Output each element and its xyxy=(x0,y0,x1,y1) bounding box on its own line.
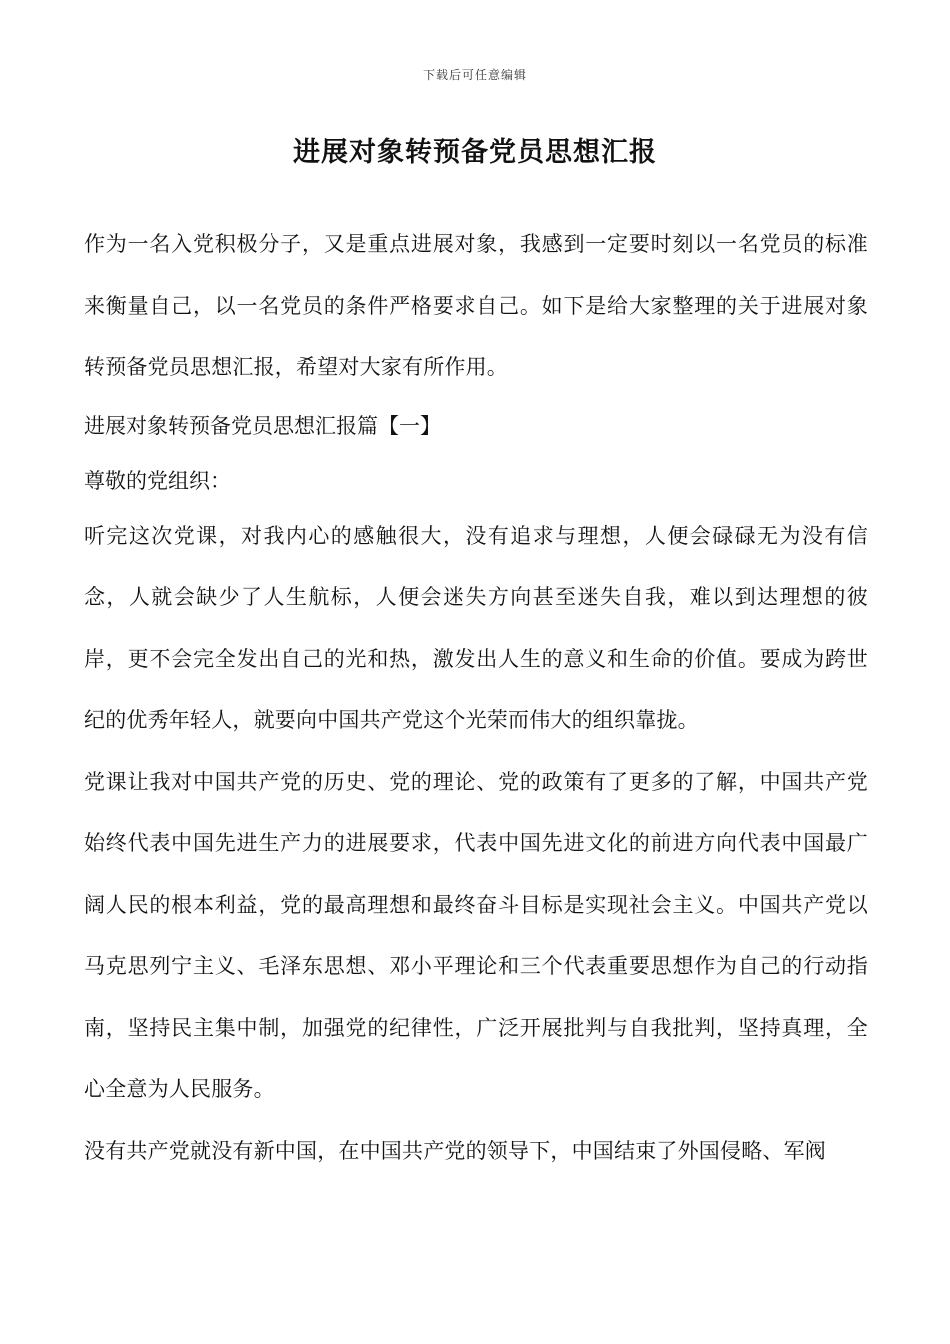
document-title: 进展对象转预备党员思想汇报 xyxy=(293,137,657,168)
body-paragraph: 党课让我对中国共产党的历史、党的理论、党的政策有了更多的了解，中国共产党始终代表中国先进生产力的进展要求，代表中国先进文化的前进方向代表中国最广阔人民的根本利益，党的最高理想和最终奋斗目标是实现社会主义。中国共产党以马克思列宁主义、毛泽东思想、邓小平理论和三个代表重要思想作为自己的行动指南，坚持民主集中制，加强党的纪律性，广泛开展批判与自我批判，坚持真理，全心全意为人民服务。 xyxy=(84,769,868,1101)
section-heading: 进展对象转预备党员思想汇报篇【一】 xyxy=(84,413,441,438)
header-note: 下载后可任意编辑 xyxy=(422,68,527,82)
document-body xyxy=(84,214,868,1182)
body-paragraph: 听完这次党课，对我内心的感触很大，没有追求与理想，人便会碌碌无为没有信念，人就会缺少了人生航标，人便会迷失方向甚至迷失自我，难以到达理想的彼岸，更不会完全发出自己的光和热，激发出人生的意义和生命的价值。要成为跨世纪的优秀年轻人，就要向中国共产党这个光荣而伟大的组织靠拢。 xyxy=(84,523,868,732)
salutation: 尊敬的党组织： xyxy=(84,468,231,493)
body-paragraph: 没有共产党就没有新中国，在中国共产党的领导下，中国结束了外国侵略、军阀 xyxy=(84,1138,826,1163)
intro-paragraph: 作为一名入党积极分子，又是重点进展对象，我感到一定要时刻以一名党员的标准来衡量自己，以一名党员的条件严格要求自己。如下是给大家整理的关于进展对象转预备党员思想汇报，希望对大家有所作用。 xyxy=(84,232,868,379)
